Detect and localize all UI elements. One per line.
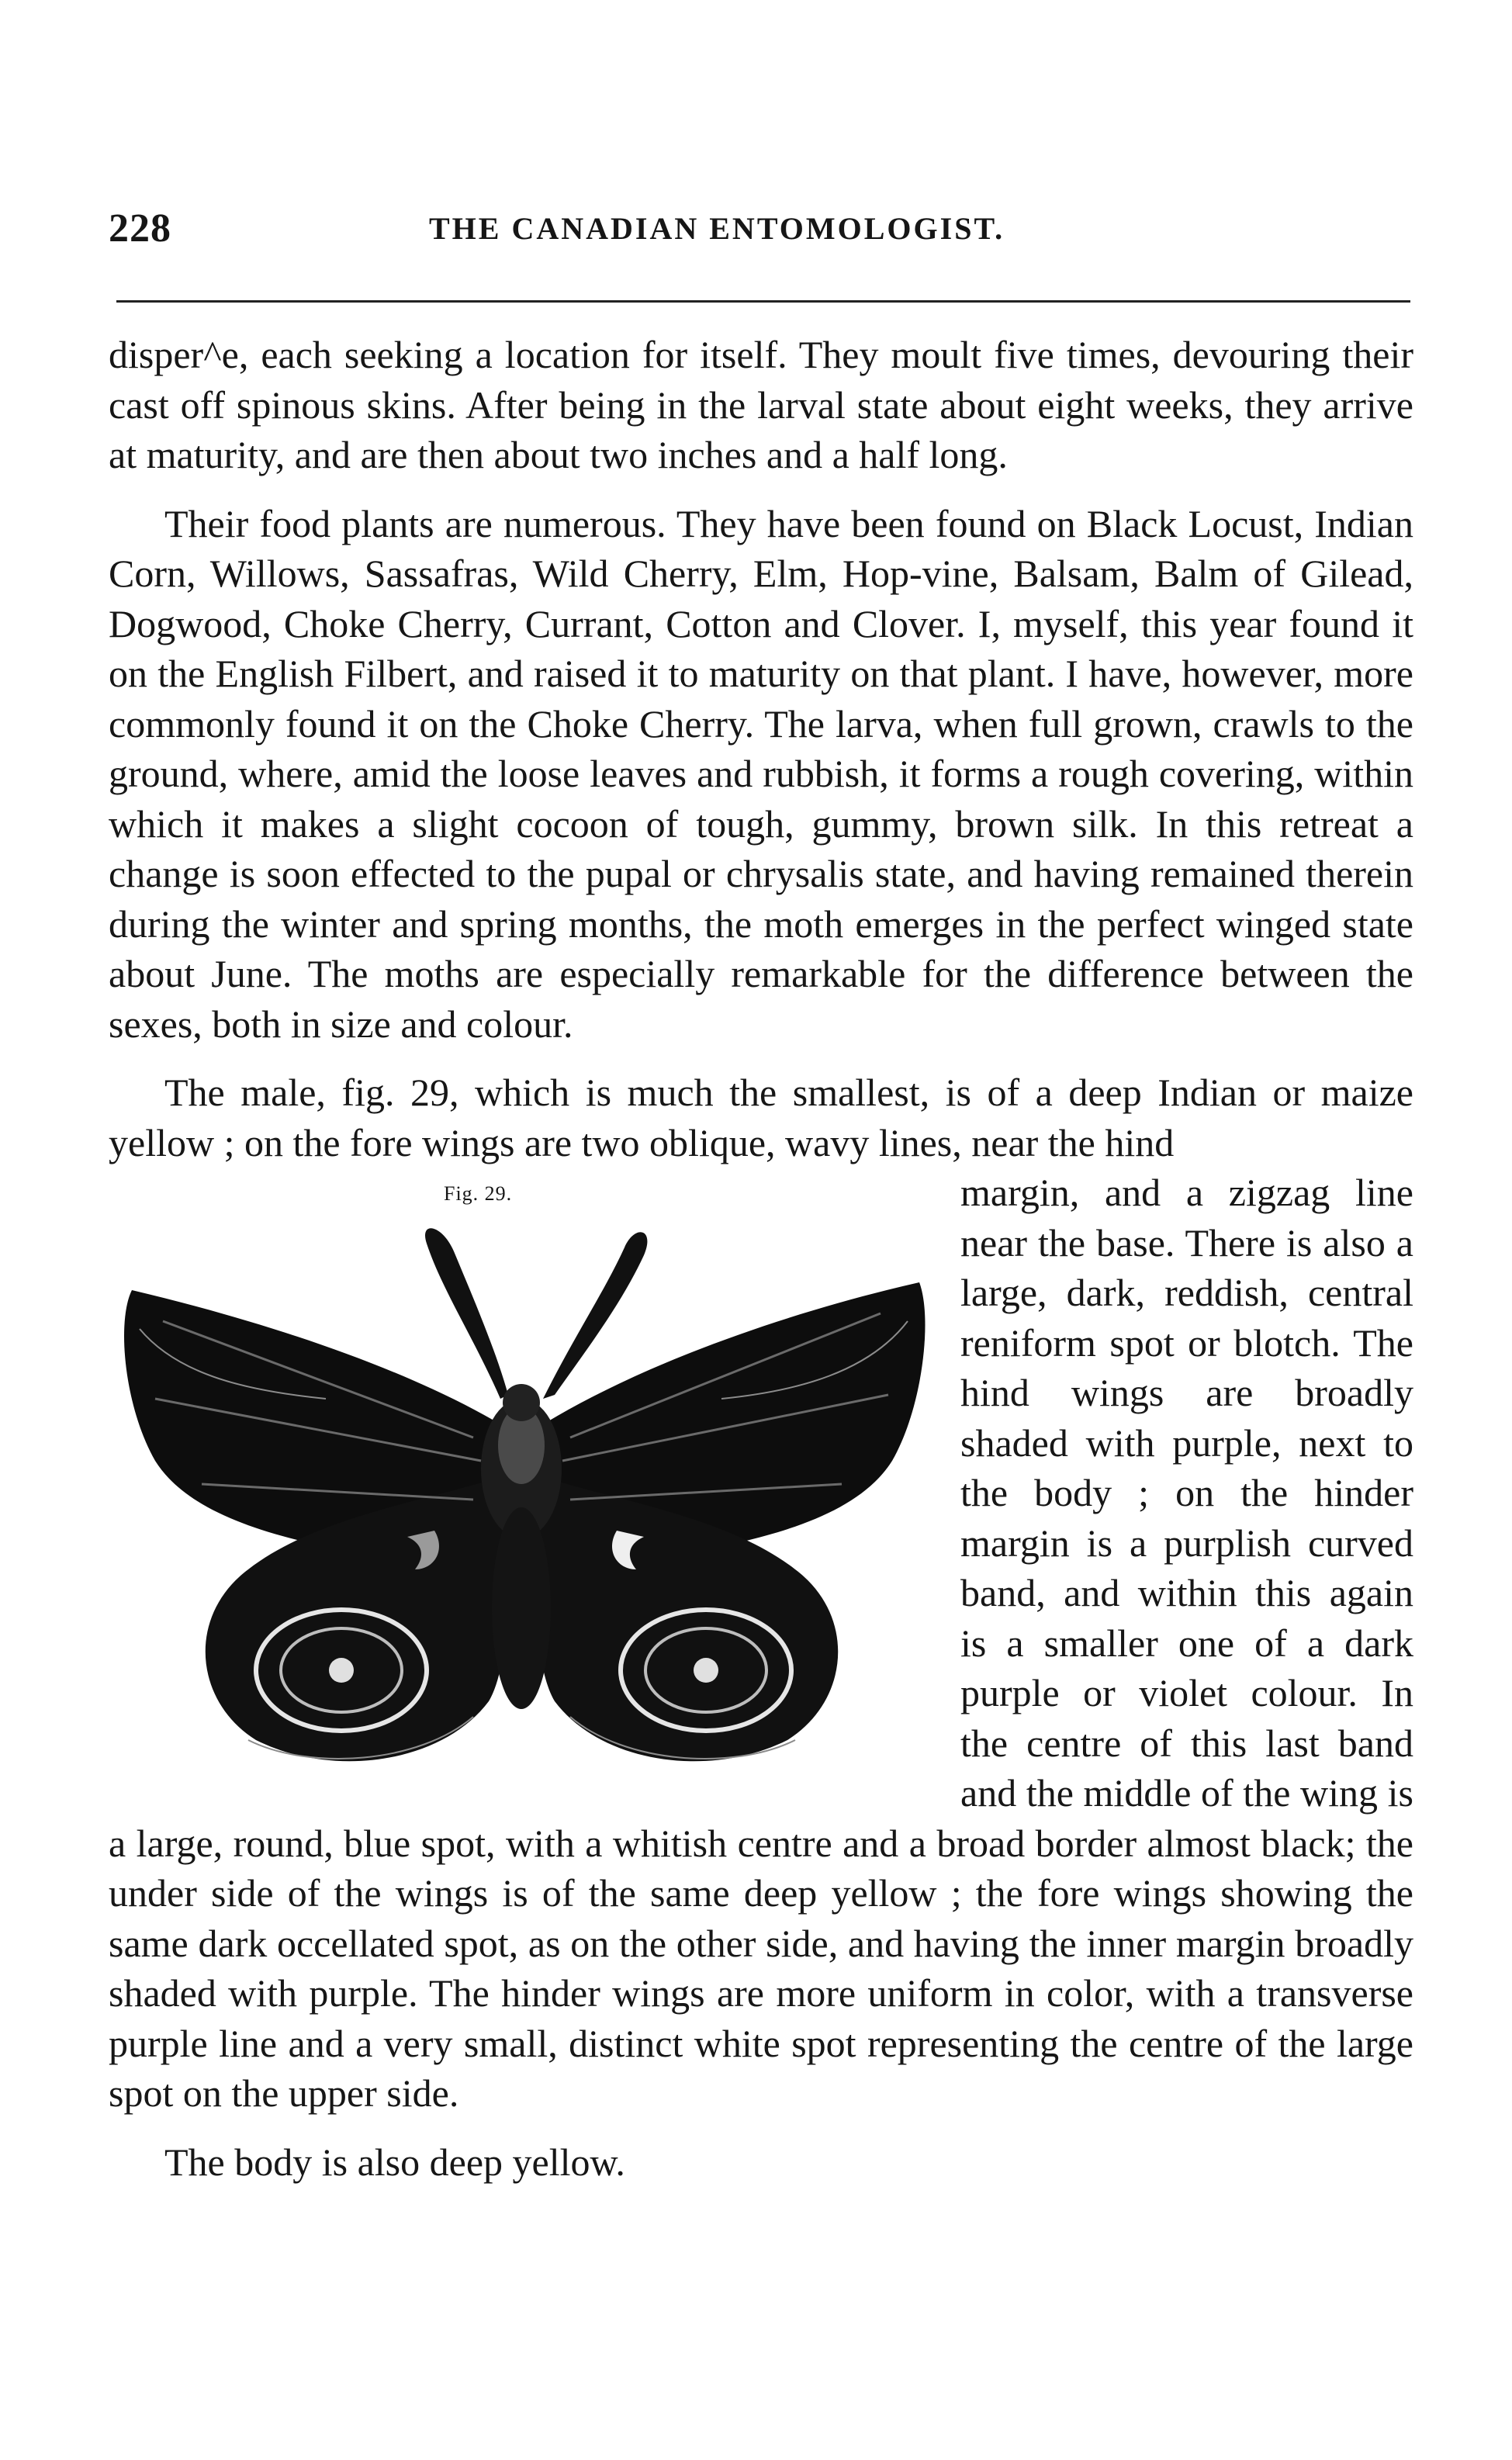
paragraph-male-description: The male, fig. 29, which is much the smallest, is of a deep Indian or maize yellow ; on the fore wings are two oblique, wavy lines, near the hind xyxy=(109,1071,1413,1164)
body-text xyxy=(109,330,1413,2187)
moth-illustration xyxy=(109,1205,932,1802)
figure-caption: Fig. 29. xyxy=(444,1182,513,1205)
page-number: 228 xyxy=(109,206,171,251)
running-head: THE CANADIAN ENTOMOLOGIST. xyxy=(429,211,1005,246)
header-rule xyxy=(116,300,1410,303)
left-antenna xyxy=(425,1228,508,1399)
paragraph-continued: disper^e, each seeking a location for itself. They moult five times, devouring their cast off spinous skins. After being in the larval state about eight weeks, they arrive at maturity, and are then about two inches and a half long. xyxy=(109,333,1413,476)
paragraph-food-plants: Their food plants are numerous. They have been found on Black Locust, Indian Corn, Willows, Sassafras, Wild Cherry, Elm, Hop-vine, Balsam, Balm of Gilead, Dogwood, Choke Cherry, Currant, Cotton and Clover. I, myself, this year found it on the English Filbert, and raised it to maturity on that plant. I have, however, more commonly found it on the Choke Cherry. The larva, when full grown, crawls to the ground, where, amid the loose leaves and rubbish, it forms a rough covering, within which it makes a slight cocoon of tough, gummy, brown silk. In this retreat a change is soon effected to the pupal or chrysalis state, and having remained therein during the winter and spring months, the moth emerges in the perfect winged state about June. The moths are especially remarkable for the difference between the sexes, both in size and colour. xyxy=(109,501,1413,1046)
page-header xyxy=(109,206,1412,261)
figure-29 xyxy=(109,1168,932,1799)
paragraph-wing-description: margin, and a zigzag line near the base. There is also a large, dark, reddish, central reniform spot or blotch. The hind wings are broadly shaded with purple, next to the body ; on the hinder margin is a purplish curved band, and within this again is a smaller one of a dark purple or violet colour. In the centre of this last band and the middle of the wing is a large, round, blue spot, with a whitish centre and a broad border almost black; the under side of the wings is of the same deep yellow ; the fore wings showing the same dark occellated spot, as on the other side, and having the inner margin broadly shaded with purple. The hinder wings are more uniform in color, with a transverse purple line and a very small, distinct white spot representing the centre of the large spot on the upper side. xyxy=(109,1171,1413,2115)
moth-abdomen xyxy=(492,1507,551,1709)
paragraph-body-color: The body is also deep yellow. xyxy=(164,2140,625,2184)
right-antenna xyxy=(543,1232,647,1399)
